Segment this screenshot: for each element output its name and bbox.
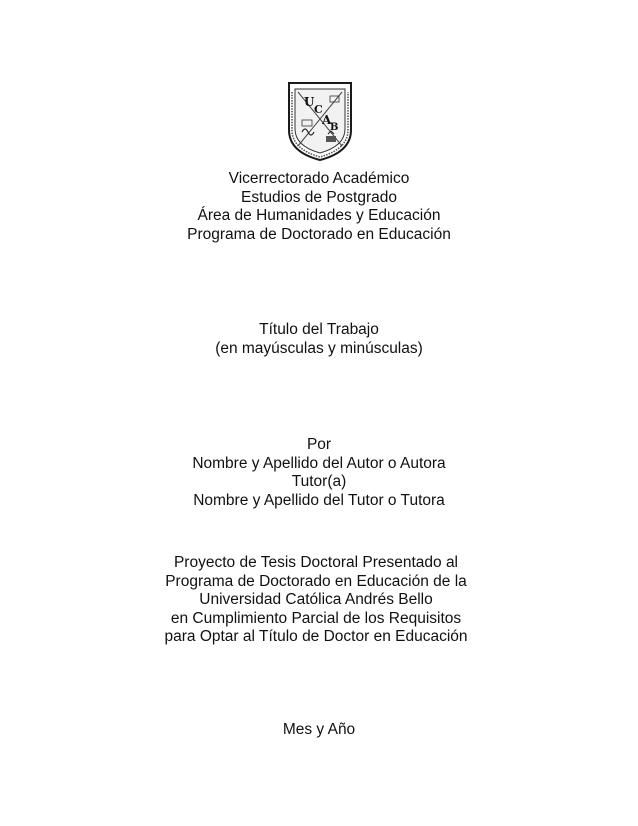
project-line-5: para Optar al Título de Doctor en Educación bbox=[164, 628, 468, 645]
seal-letter-c: C bbox=[314, 103, 323, 116]
author-name: Nombre y Apellido del Autor o Autora bbox=[192, 454, 446, 472]
postgraduate-studies-line: Estudios de Postgrado bbox=[241, 188, 397, 206]
work-title-block bbox=[0, 321, 638, 358]
seal-letter-u: U bbox=[304, 95, 315, 109]
area-line: Área de Humanidades y Educación bbox=[197, 207, 441, 224]
project-line-1: Proyecto de Tesis Doctoral Presentado al bbox=[173, 554, 459, 571]
date-block bbox=[0, 721, 638, 740]
tutor-name: Nombre y Apellido del Tutor o Tutora bbox=[193, 491, 445, 509]
month-year: Mes y Año bbox=[282, 721, 356, 738]
seal-letter-a: A bbox=[322, 113, 332, 127]
project-line-4: en Cumplimiento Parcial de los Requisitos bbox=[170, 609, 462, 627]
tutor-label: Tutor(a) bbox=[291, 473, 347, 490]
institution-block bbox=[0, 170, 638, 244]
project-statement-block bbox=[0, 554, 635, 647]
seal-letter-b: B bbox=[330, 122, 339, 133]
project-line-2: Programa de Doctorado en Educación de la bbox=[165, 572, 467, 590]
author-block bbox=[0, 436, 638, 510]
project-line-3: Universidad Católica Andrés Bello bbox=[199, 591, 433, 608]
work-title-note: (en mayúsculas y minúsculas) bbox=[215, 339, 423, 357]
work-title: Título del Trabajo bbox=[259, 321, 379, 338]
by-label: Por bbox=[306, 436, 332, 453]
university-seal-icon bbox=[286, 80, 354, 162]
program-line: Programa de Doctorado en Educación bbox=[187, 225, 451, 243]
vice-rectorate-line: Vicerrectorado Académico bbox=[228, 170, 410, 187]
